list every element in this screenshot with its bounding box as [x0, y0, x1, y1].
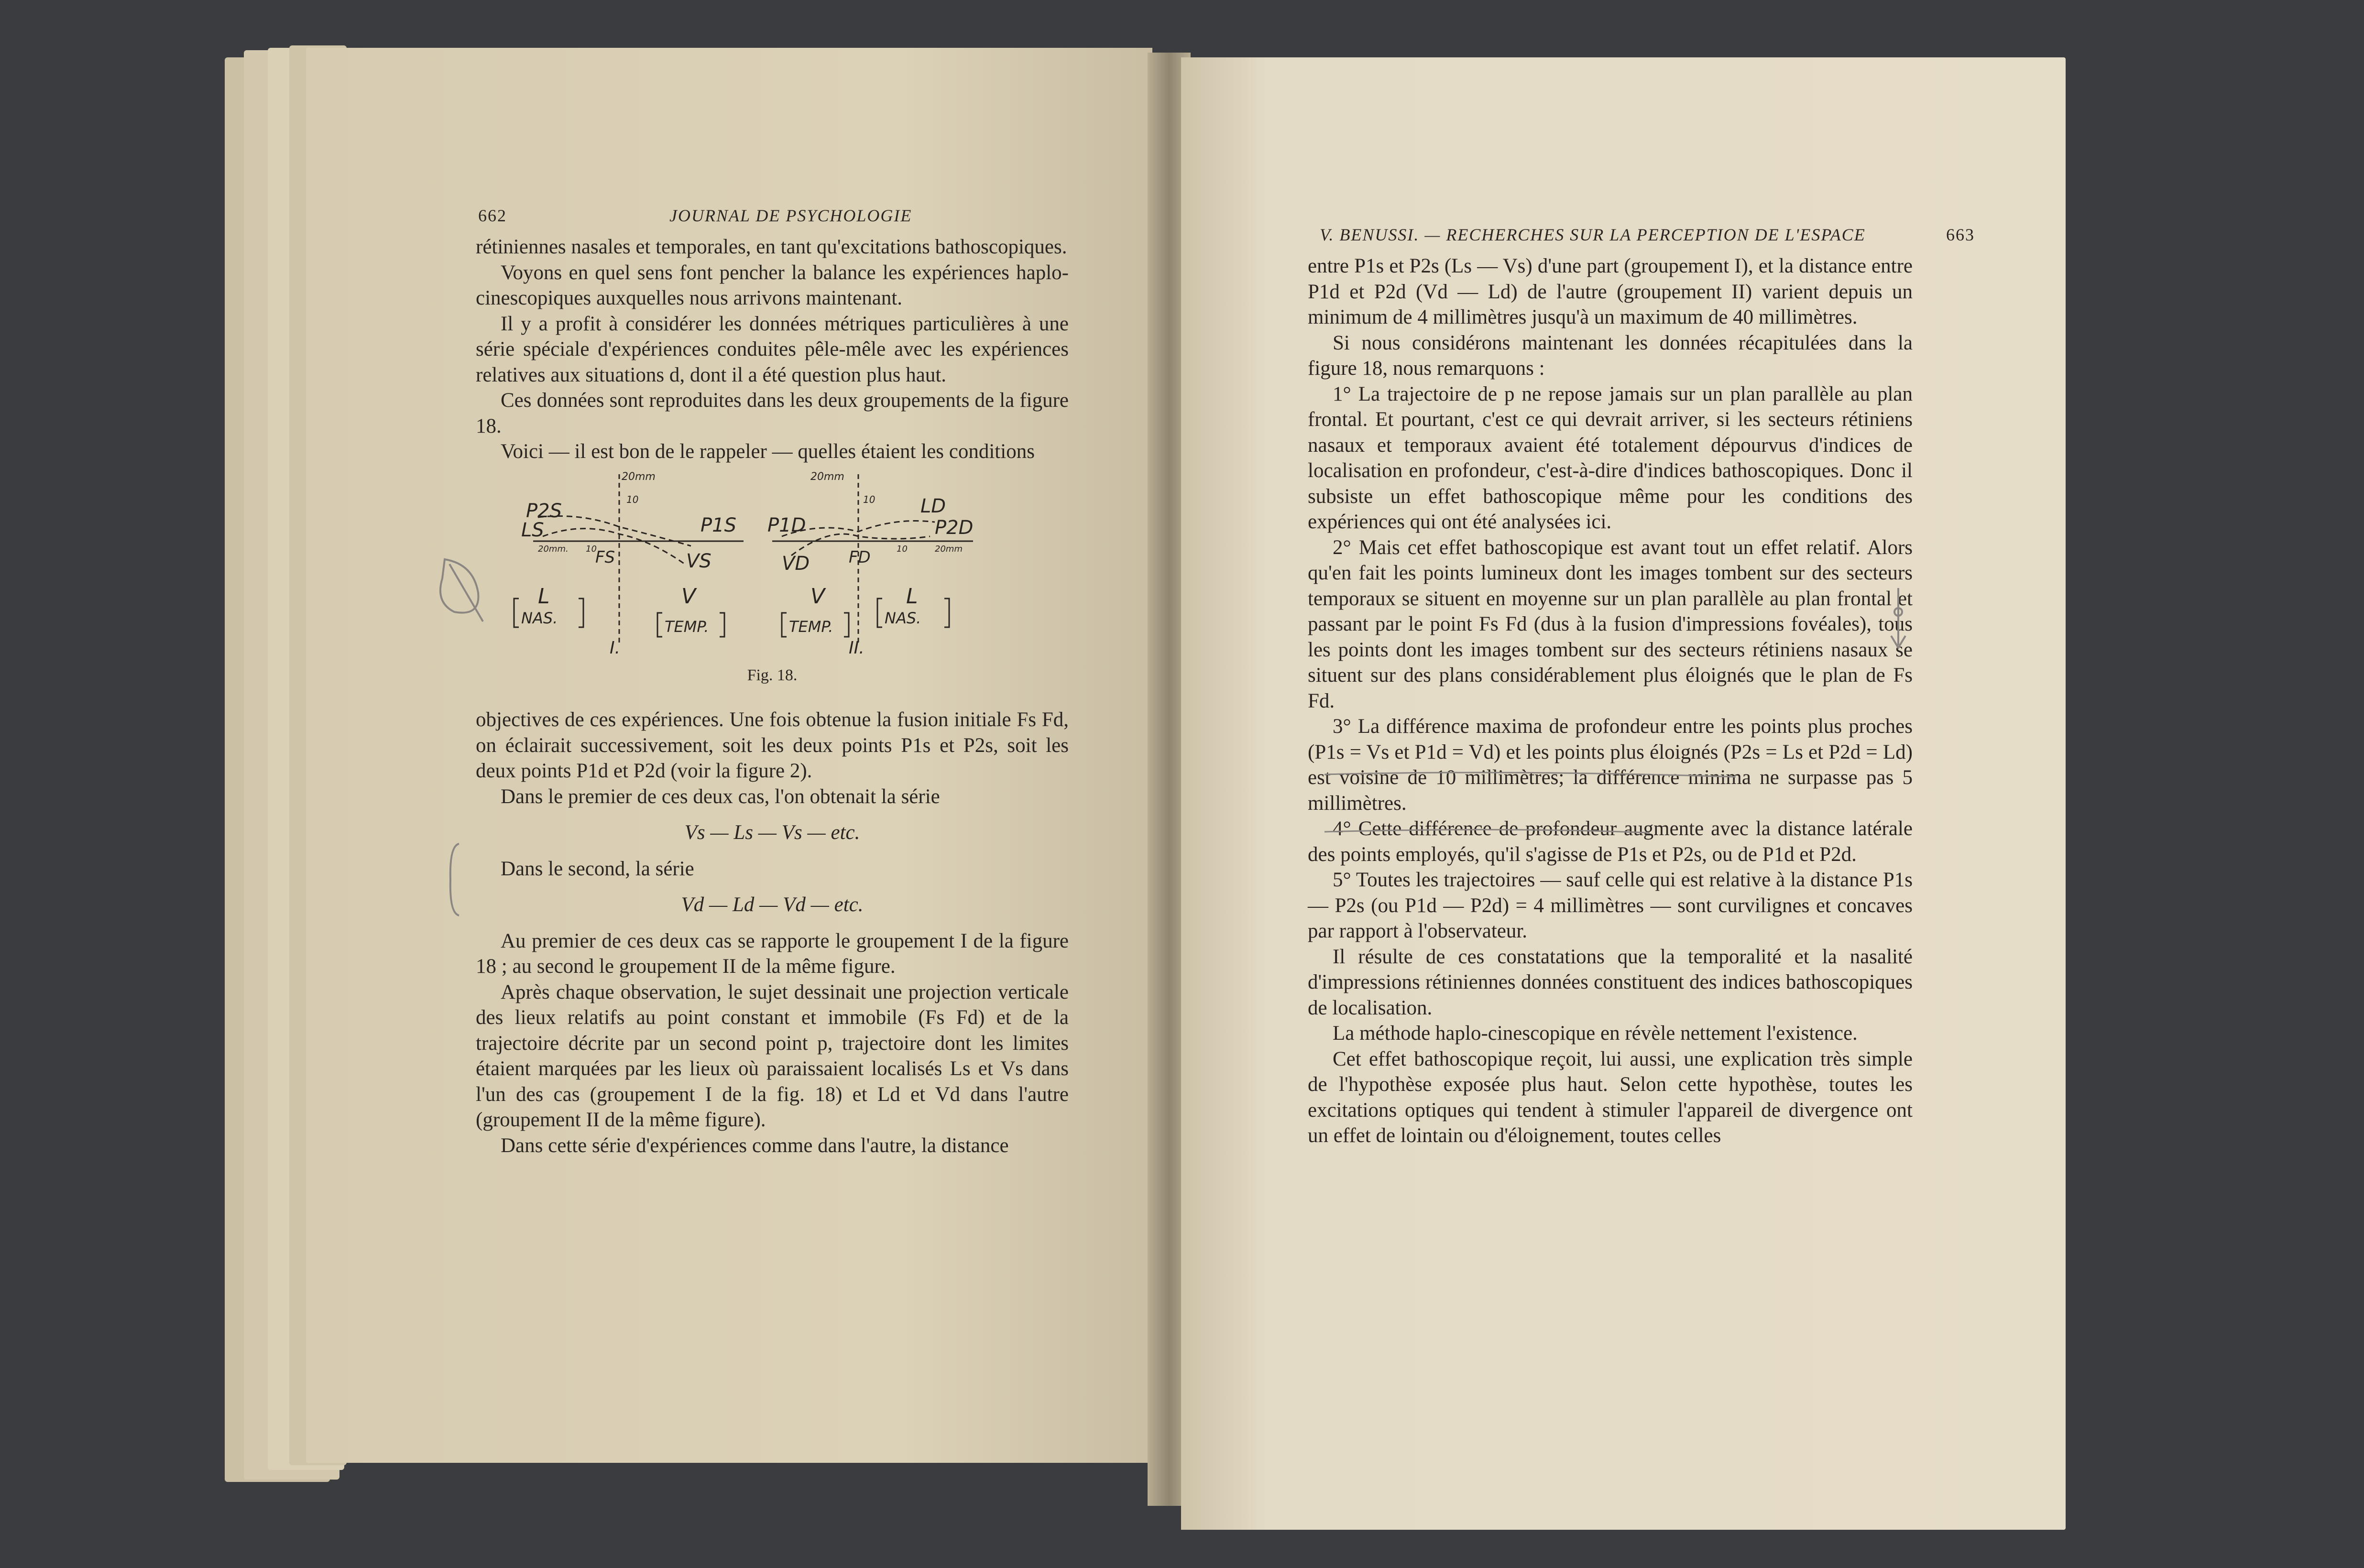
figure-label: VD [782, 552, 810, 575]
pencil-underlines [1315, 679, 1937, 870]
figure-label: LD [920, 495, 946, 517]
figure-label: 20mm. [538, 544, 569, 554]
figure-label: 10 [626, 493, 639, 505]
figure-label: 20mm [810, 470, 844, 483]
pencil-mark [430, 550, 497, 626]
figure-label: FS [595, 547, 615, 567]
bracket [944, 599, 949, 627]
figure-label: FD [849, 547, 871, 567]
paragraph: Si nous considérons maintenant les données récapitulées dans la figure 18, nous remarquons : [1308, 331, 1913, 380]
journal-title: JOURNAL DE PSYCHOLOGIE [669, 206, 912, 225]
figure-label: LS [521, 519, 544, 541]
paragraph: Ces données sont reproduites dans les deux groupements de la figure 18. [476, 389, 1069, 437]
figure-label: P1D [767, 514, 806, 536]
bracket [579, 599, 583, 627]
figure-caption: Fig. 18. [747, 666, 798, 684]
numbered-point-4: 4° Cette différence de profondeur augmente avec la distance latérale des points employés, qu'il s'agisse de P1s et P2s, ou de P1d et P2d. [1308, 817, 1913, 866]
numbered-point-5: 5° Toutes les trajectoires — sauf celle qui est relative à la distance P1s — P2s (ou P1d — P2d) = 4 millimètres — sont curvilignes et concaves par rapport à l'observateur. [1308, 869, 1913, 942]
numbered-point-3: 3° La différence maxima de profondeur entre les points plus proches (P1s = Vs et P1d = Vd) et les points plus éloignés (P2s = Ls et P2d = Ld) est voisine de 10 millimètres; la différence minima ne surpasse pas 5 millimètres. [1308, 715, 1913, 815]
bracket [782, 613, 787, 637]
paragraph: Voici — il est bon de le rappeler — quelles étaient les conditions [501, 440, 1035, 463]
paragraph: Cet effet bathoscopique reçoit, lui aussi, une explication très simple de l'hypothèse exposée plus haut. Selon cette hypothèse, toutes les excitations optiques qui tendent à stimuler l'appareil de divergence ont un effet de lointain ou d'éloignement, toutes celles [1308, 1047, 1913, 1147]
pencil-bracket [445, 841, 464, 918]
figure-18-diagram [476, 469, 1069, 661]
figure-label: V [681, 584, 696, 609]
figure-label: P2D [935, 516, 974, 539]
figure-label: V [810, 584, 825, 609]
left-page [306, 48, 1152, 1463]
page-number-left: 662 [478, 206, 507, 225]
formula: Vs — Ls — Vs — etc. [684, 821, 860, 844]
figure-label: L [538, 584, 550, 609]
figure-label: VS [686, 550, 711, 572]
figure-label: NAS. [521, 609, 558, 627]
paragraph: Il résulte de ces constatations que la temporalité et la nasalité d'impressions rétiniennes données constituent des indices bathoscopiques de localisation. [1308, 945, 1913, 1019]
bracket [844, 613, 849, 637]
paragraph: rétiniennes nasales et temporales, en tant qu'excitations bathoscopiques. [476, 236, 1067, 258]
paragraph: entre P1s et P2s (Ls — Vs) d'une part (groupement I), et la distance entre P1d et P2d (Vd — Ld) de l'autre (groupement II) varient depuis un minimum de 4 millimètres jusqu'à un maximum de 40 millimètres. [1308, 255, 1913, 328]
paragraph: Après chaque observation, le sujet dessinait une projection verticale des lieux relatifs au point constant et immobile (Fs Fd) et de la trajectoire décrite par un second point p, trajectoire dont les limites étaient marquées par les lieux où paraissaient localisés Ls et Vs dans l'un des cas (groupement I de la fig. 18) et Ld et Vd dans l'autre (groupement II de la même figure). [476, 980, 1069, 1131]
figure-label: TEMP. [789, 617, 833, 636]
bracket [877, 599, 882, 627]
paragraph: objectives de ces expériences. Une fois obtenue la fusion initiale Fs Fd, on éclairait successivement, soit les deux points P1s et P2s, soit les deux points P1d et P2d (voir la figure 2). [476, 708, 1069, 782]
numbered-point-1: 1° La trajectoire de p ne repose jamais sur un plan parallèle au plan frontal. Et pourtant, c'est ce qui devrait arriver, si les secteurs rétiniens nasaux et temporaux avaient été totalement dépourvus d'indices de localisation en profondeur, c'est-à-dire d'indices bathoscopiques. Donc il subsiste un effet bathoscopique même pour les conditions des expériences qui ont été analysées ici. [1308, 382, 1913, 533]
figure-label: L [906, 584, 918, 609]
page-number-right: 663 [1946, 225, 1975, 244]
figure-label: 10 [897, 544, 908, 554]
bracket [514, 599, 519, 627]
paragraph: Dans le premier de ces deux cas, l'on obtenait la série [501, 785, 940, 808]
pencil-arrow-mark [1884, 583, 1913, 655]
paragraph: Dans le second, la série [501, 857, 694, 880]
paragraph: Il y a profit à considérer les données métriques particulières à une série spéciale d'expériences conduites pêle-mêle avec les expériences relatives aux situations d, dont il a été question plus haut. [476, 312, 1069, 386]
figure-label: TEMP. [665, 617, 709, 636]
figure-label: P2S [526, 500, 562, 522]
figure-label: 10 [863, 493, 876, 505]
paragraph: Au premier de ces deux cas se rapporte le groupement I de la figure 18 ; au second le groupement II de la même figure. [476, 929, 1069, 978]
numbered-point-2: 2° Mais cet effet bathoscopique est avant tout un effet relatif. Alors qu'en fait les points lumineux dont les images tombent sur des secteurs temporaux se situent en moyenne sur un plan parallèle au plan frontal et passant par le point Fs Fd (dus à la fusion d'impressions fovéales), tous les points dont les images tombent sur des secteurs rétiniens nasaux se situent sur des plans considérablement plus éloignés que le plan de Fs Fd. [1308, 536, 1913, 712]
left-text-column [476, 234, 1069, 1158]
bracket [720, 613, 724, 637]
figure-label: 10 [586, 544, 597, 554]
figure-label: I. [610, 638, 621, 658]
paragraph: Voyons en quel sens font pencher la balance les expériences haplo-cinescopiques auxquelles nous arrivons maintenant. [476, 261, 1069, 309]
paragraph: La méthode haplo-cinescopique en révèle nettement l'existence. [1333, 1022, 1858, 1045]
figure-label: II. [849, 638, 865, 658]
paragraph: Dans cette série d'expériences comme dans l'autre, la distance [501, 1134, 1009, 1157]
article-running-head: V. BENUSSI. — RECHERCHES SUR LA PERCEPTION DE L'ESPACE [1320, 225, 1866, 244]
figure-label: 20mm [622, 470, 656, 483]
formula: Vd — Ld — Vd — etc. [681, 893, 864, 916]
figure-label: NAS. [885, 609, 921, 627]
figure-label: 20mm [935, 544, 963, 554]
figure-18 [476, 469, 1069, 661]
figure-label: P1S [700, 514, 736, 536]
right-page [1181, 57, 2066, 1530]
bracket [657, 613, 662, 637]
